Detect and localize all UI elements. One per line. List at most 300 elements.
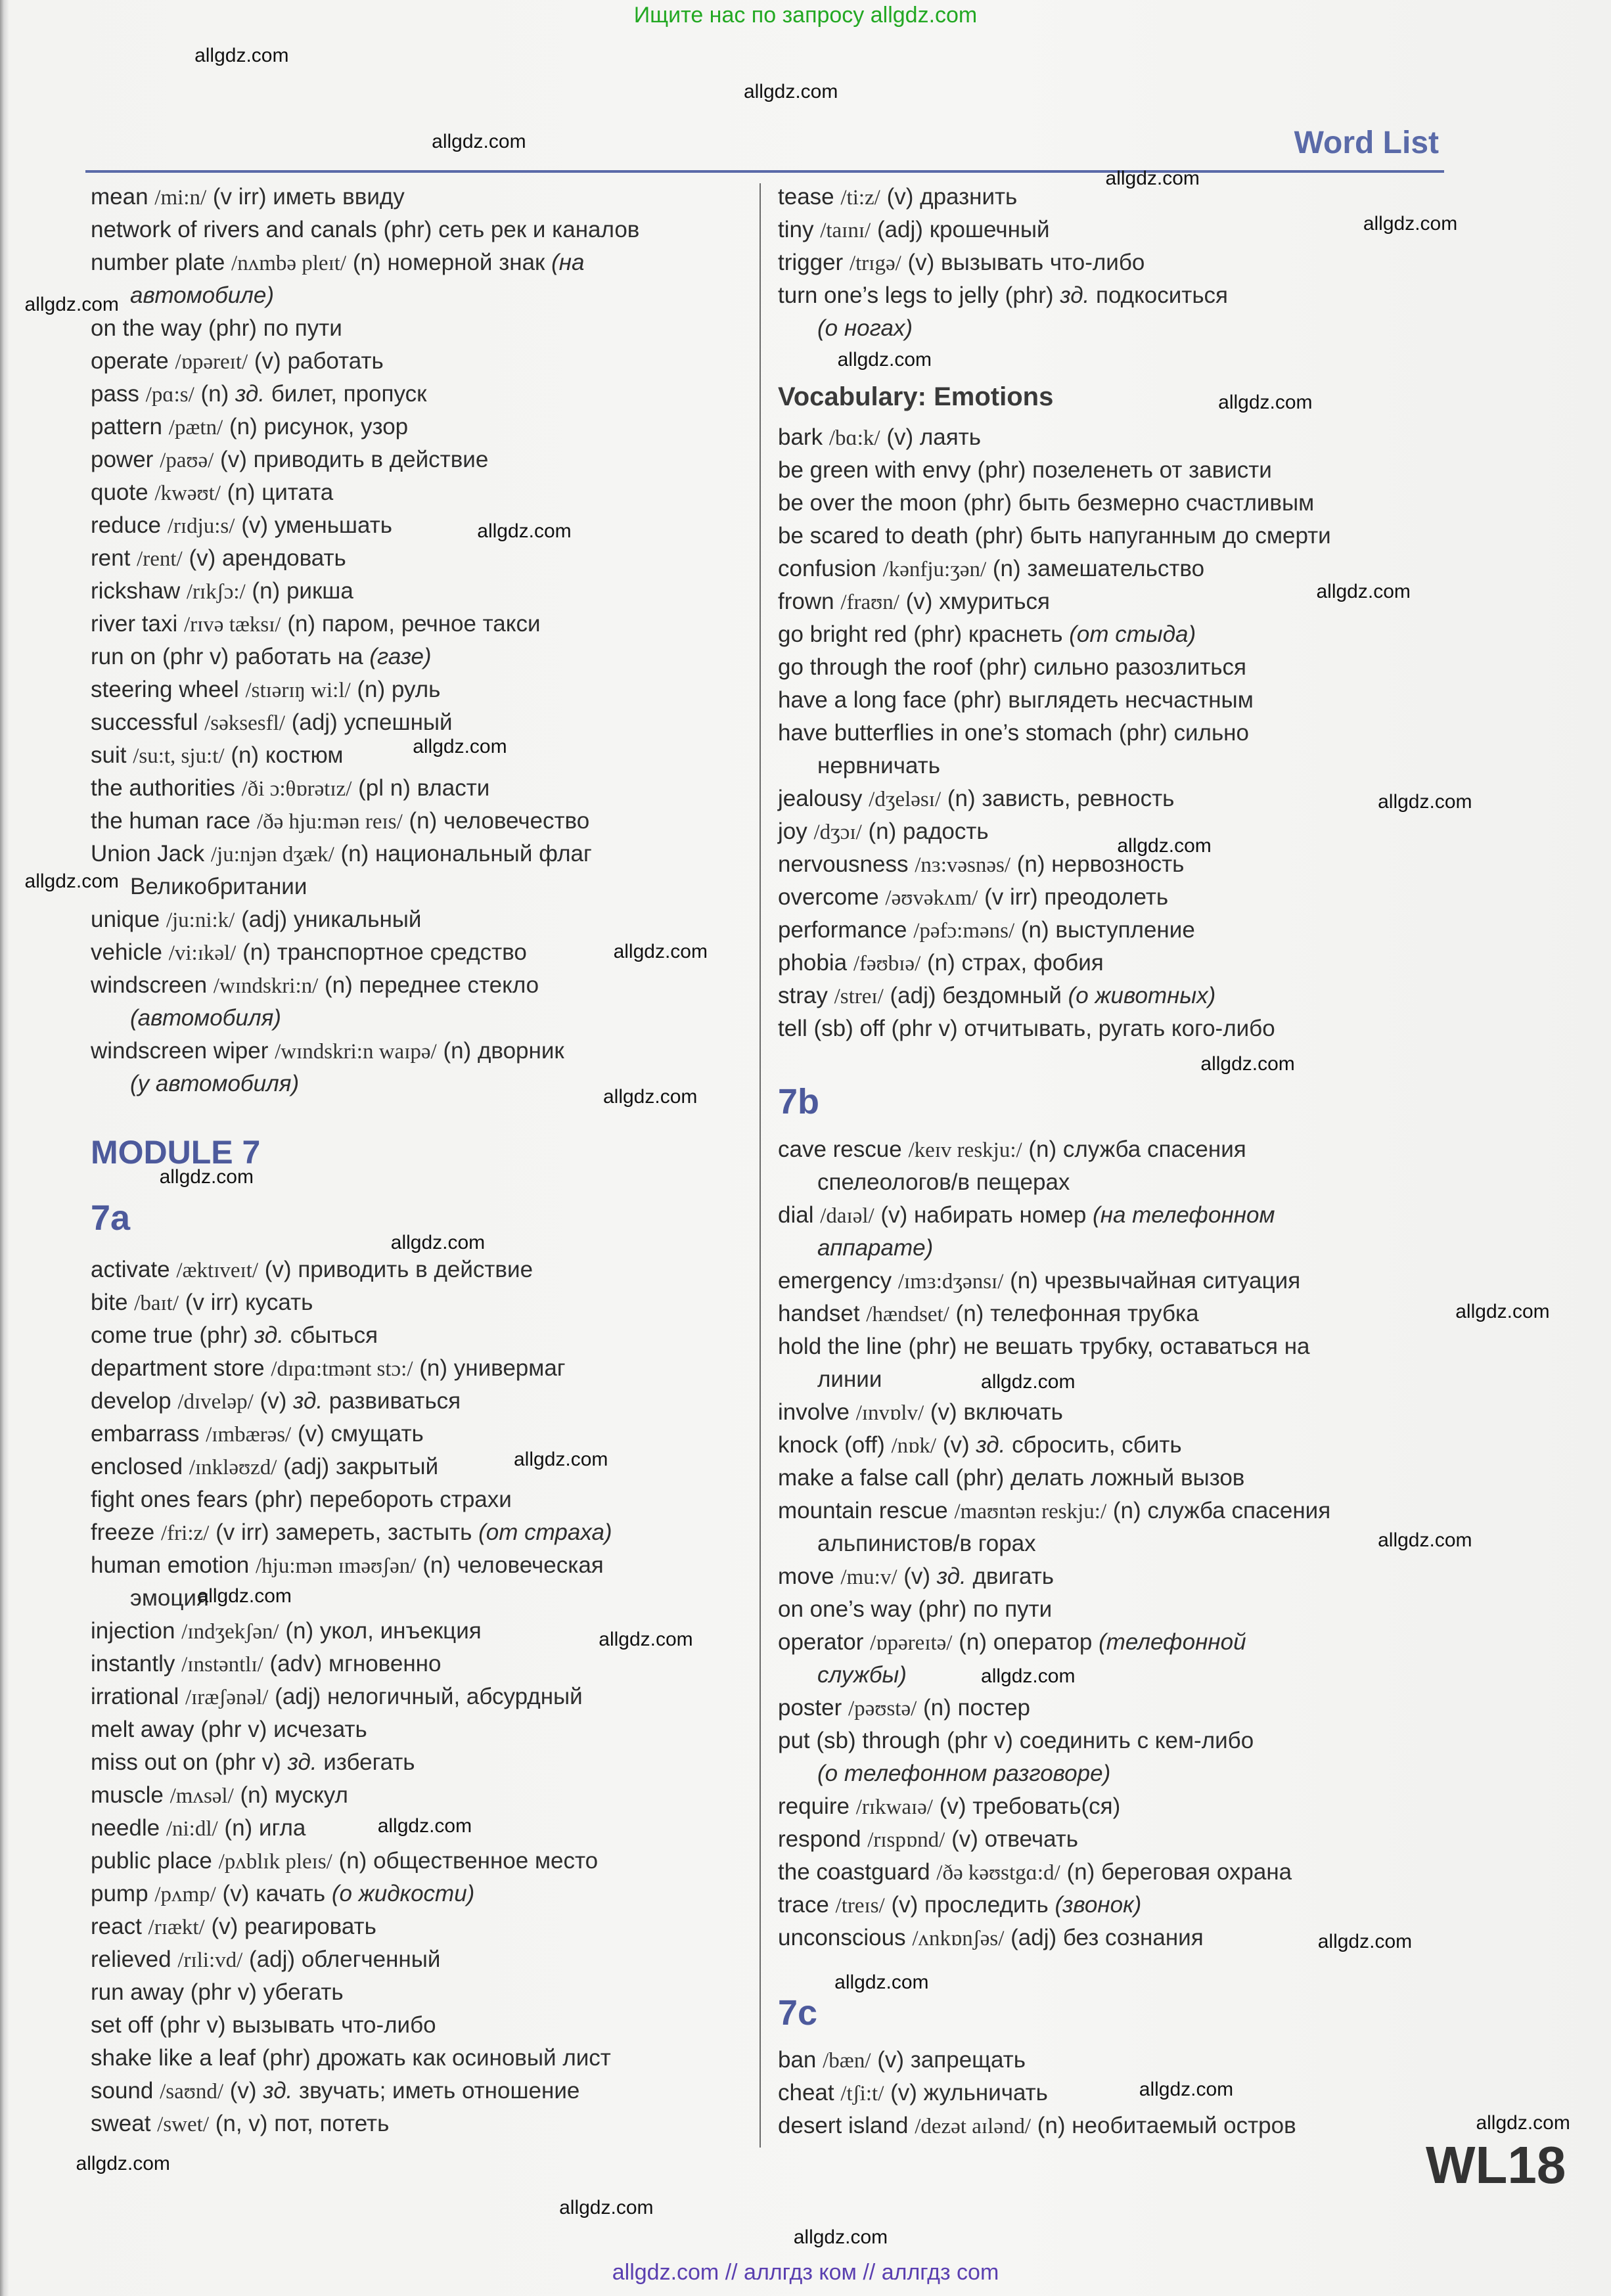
entry-translation: преодолеть — [1044, 884, 1169, 910]
entry-word: freeze — [91, 1519, 155, 1545]
entry-translation: включать — [963, 1399, 1063, 1425]
entry-word: pump — [91, 1881, 148, 1906]
entry-part-of-speech: (phr v) — [891, 1016, 958, 1041]
entry-translation: не вешать трубку, оставаться на — [963, 1334, 1310, 1359]
entry-part-of-speech: (phr) — [974, 523, 1024, 549]
page-number: WL18 — [1426, 2136, 1566, 2194]
entry-word: tease — [778, 184, 834, 210]
watermark: allgdz.com — [599, 1629, 693, 1651]
entry-part-of-speech: (v) — [880, 1202, 908, 1228]
entry-part-of-speech: (adj) — [291, 709, 338, 735]
watermark: allgdz.com — [159, 1166, 254, 1188]
entry-note: (о жидкости) — [331, 1881, 475, 1906]
entry-word: the coastguard — [778, 1859, 930, 1885]
entry-translation: цитата — [261, 480, 334, 505]
entry-context-note: зд. — [293, 1388, 323, 1414]
word-entry — [778, 1396, 1455, 1429]
entry-word: hold the line — [778, 1334, 902, 1359]
entry-part-of-speech: (n) — [1066, 1859, 1095, 1885]
entry-word: enclosed — [91, 1454, 183, 1479]
word-entry — [91, 345, 754, 378]
entry-line — [91, 312, 754, 345]
entry-continuation-line — [778, 1757, 1455, 1790]
word-entry — [91, 1648, 754, 1680]
entry-line — [778, 520, 1455, 552]
entry-word: on the way — [91, 315, 202, 341]
entry-transcription: /dɪpɑ:tmənt stɔ:/ — [271, 1357, 413, 1381]
watermark: allgdz.com — [477, 520, 572, 543]
watermark: allgdz.com — [1455, 1301, 1550, 1323]
entry-transcription: /rɪkʃɔ:/ — [186, 580, 246, 604]
entry-transcription: /əʊvəkʌm/ — [885, 886, 978, 910]
entry-part-of-speech: (phr) — [978, 654, 1028, 680]
entry-list — [778, 1133, 1455, 1954]
entry-translation: соединить с кем-либо — [1019, 1728, 1254, 1753]
word-entry — [91, 1549, 754, 1615]
entry-transcription: /ɪnvɒlv/ — [855, 1401, 924, 1425]
entry-translation-cont: нервничать — [817, 753, 940, 778]
unit-heading: 7b — [778, 1082, 820, 1121]
word-entry — [91, 1451, 754, 1483]
entry-word: pattern — [91, 414, 162, 439]
entry-part-of-speech: (phr) — [1118, 720, 1168, 746]
entry-part-of-speech: (v irr) — [212, 184, 267, 210]
entry-transcription: /hændset/ — [866, 1303, 949, 1326]
entry-word: tiny — [778, 217, 814, 242]
word-entry — [778, 1889, 1455, 1922]
word-entry — [91, 838, 754, 903]
entry-translation: проследить — [924, 1892, 1049, 1918]
word-entry — [91, 608, 754, 641]
word-entry — [778, 1265, 1455, 1297]
entry-translation: рисунок, узор — [263, 414, 409, 439]
entry-part-of-speech: (n) — [287, 611, 316, 637]
word-entry — [778, 815, 1455, 848]
entry-word: sound — [91, 2078, 154, 2104]
entry-word: performance — [778, 917, 907, 943]
entry-line — [91, 542, 754, 575]
entry-translation: сбросить, сбить — [1012, 1432, 1182, 1458]
entry-word: desert island — [778, 2113, 909, 2138]
entry-transcription: /dezət aɪlənd/ — [915, 2115, 1032, 2138]
entry-part-of-speech: (phr) — [953, 687, 1002, 713]
entry-word: on one’s way — [778, 1596, 912, 1622]
entry-part-of-speech: (adj) — [1010, 1925, 1057, 1950]
entry-word: jealousy — [778, 786, 863, 811]
entry-translation: мгновенно — [329, 1651, 442, 1677]
entry-translation: работать на — [235, 644, 363, 669]
entry-line — [91, 1549, 754, 1582]
entry-translation: руль — [391, 677, 441, 702]
entry-transcription: /ɒpəreɪt/ — [175, 350, 248, 374]
entry-translation: постер — [957, 1695, 1031, 1721]
entry-continuation-line — [91, 1002, 754, 1035]
word-entry — [91, 1385, 754, 1418]
entry-word: handset — [778, 1301, 860, 1326]
entry-part-of-speech: (n) — [1037, 2113, 1066, 2138]
entry-word: put (sb) through — [778, 1728, 941, 1753]
entry-line — [778, 1462, 1455, 1495]
entry-word: steering wheel — [91, 677, 239, 702]
entry-translation: нервозность — [1051, 851, 1185, 877]
entry-part-of-speech: (v) — [211, 1914, 238, 1939]
entry-note: (звонок) — [1055, 1892, 1142, 1918]
entry-translation: двигать — [972, 1564, 1055, 1589]
entry-context-note: зд. — [287, 1749, 317, 1775]
entry-part-of-speech: (n) — [227, 480, 256, 505]
entry-translation: замереть, застыть — [275, 1519, 472, 1545]
entry-translation: работать — [287, 348, 384, 374]
entry-line — [91, 1483, 754, 1516]
entry-translation: сбыться — [290, 1322, 378, 1348]
word-entry — [778, 2044, 1455, 2077]
watermark: allgdz.com — [981, 1371, 1076, 1393]
entry-line — [91, 2075, 754, 2107]
word-entry — [91, 1286, 754, 1319]
entry-transcription: /dɪveləp/ — [177, 1390, 254, 1414]
entry-translation: телефонная трубка — [990, 1301, 1199, 1326]
entry-line — [91, 903, 754, 936]
entry-part-of-speech: (n) — [229, 414, 258, 439]
entry-word: successful — [91, 709, 198, 735]
entry-transcription: /daɪəl/ — [820, 1204, 874, 1228]
entry-transcription: /ti:z/ — [840, 186, 880, 210]
entry-line — [778, 1330, 1455, 1363]
entry-transcription: /wɪndskri:n waɪpə/ — [275, 1040, 437, 1064]
entry-line — [778, 1593, 1455, 1626]
entry-transcription: /pəʊstə/ — [848, 1697, 917, 1721]
entry-word: involve — [778, 1399, 850, 1425]
watermark: allgdz.com — [24, 870, 119, 892]
entry-translation: береговая охрана — [1100, 1859, 1292, 1885]
word-entry — [91, 706, 754, 739]
entry-transcription: /kwəʊt/ — [154, 482, 221, 505]
entry-context-note: зд. — [936, 1564, 966, 1589]
entry-note-cont: автомобиле) — [130, 282, 275, 308]
word-entry — [91, 805, 754, 838]
entry-transcription: /rɪli:vd/ — [177, 1948, 243, 1972]
entry-translation: общественное место — [373, 1848, 599, 1874]
entry-part-of-speech: (n) — [443, 1038, 472, 1064]
entry-transcription: /treɪs/ — [835, 1894, 885, 1918]
entry-transcription: /pʌblɪk pleɪs/ — [218, 1850, 332, 1874]
entry-translation: радость — [903, 819, 989, 844]
entry-word: develop — [91, 1388, 171, 1414]
entry-transcription: /wɪndskri:n/ — [213, 974, 319, 998]
entry-note: (газе) — [369, 644, 432, 669]
word-entry — [91, 2042, 754, 2075]
entry-line — [778, 1429, 1455, 1462]
word-entry — [91, 2009, 754, 2042]
word-entry — [91, 1516, 754, 1549]
entry-part-of-speech: (n) — [200, 381, 229, 407]
entry-transcription: /rɪkwaɪə/ — [855, 1795, 933, 1819]
entry-translation: быть безмерно счастливым — [1018, 490, 1315, 516]
entry-word: overcome — [778, 884, 879, 910]
entry-word: vehicle — [91, 939, 162, 965]
entry-continuation-line — [778, 1659, 1455, 1692]
entry-line — [91, 1319, 754, 1352]
entry-word: trigger — [778, 250, 844, 275]
entry-translation: уменьшать — [274, 512, 392, 538]
watermark: allgdz.com — [1378, 791, 1472, 813]
entry-translation: по пути — [973, 1596, 1053, 1622]
entry-translation-cont: эмоция — [130, 1585, 209, 1611]
entry-transcription: /nɒk/ — [891, 1434, 937, 1458]
word-entry — [778, 979, 1455, 1012]
watermark: allgdz.com — [743, 81, 838, 103]
word-entry — [91, 476, 754, 509]
entry-word: suit — [91, 742, 127, 768]
entry-translation: оператор — [993, 1629, 1093, 1655]
entry-word: bite — [91, 1290, 128, 1315]
entry-word: dial — [778, 1202, 814, 1228]
entry-word: require — [778, 1793, 850, 1819]
word-entry — [91, 969, 754, 1035]
entry-line — [778, 1133, 1455, 1166]
entry-word: mean — [91, 184, 148, 210]
entry-part-of-speech: (v) — [905, 589, 933, 614]
entry-line — [778, 1889, 1455, 1922]
word-entry — [91, 575, 754, 608]
entry-translation: человеческая — [457, 1552, 604, 1578]
entry-part-of-speech: (v irr) — [984, 884, 1038, 910]
entry-transcription: /mʌsəl/ — [170, 1784, 234, 1808]
entry-line — [91, 772, 754, 805]
entry-line — [91, 1976, 754, 2009]
entry-translation: развиваться — [329, 1388, 461, 1414]
entry-word: operate — [91, 348, 169, 374]
entry-word: activate — [91, 1257, 170, 1282]
entry-transcription: /taɪnɪ/ — [820, 219, 871, 242]
entry-line — [778, 1724, 1455, 1757]
entry-line — [778, 213, 1458, 246]
entry-translation: перебороть страхи — [309, 1487, 512, 1512]
entry-line — [91, 2107, 754, 2140]
watermark: allgdz.com — [1139, 2078, 1234, 2100]
entry-line — [91, 641, 754, 673]
entry-translation: мускул — [275, 1782, 348, 1808]
entry-transcription: /pʌmp/ — [154, 1883, 216, 1906]
entry-note-cont: (о ногах) — [817, 315, 913, 341]
entry-part-of-speech: (v) — [942, 1432, 970, 1458]
watermark: allgdz.com — [834, 1971, 929, 1994]
watermark: allgdz.com — [837, 349, 932, 371]
entry-part-of-speech: (adj) — [249, 1947, 296, 1972]
entry-part-of-speech: (n) — [340, 841, 369, 867]
entry-word: human emotion — [91, 1552, 250, 1578]
entry-word: injection — [91, 1618, 175, 1644]
word-entry — [778, 1133, 1455, 1199]
entry-translation: рикша — [286, 578, 353, 604]
entry-transcription: /ðə kəʊstgɑ:d/ — [936, 1861, 1060, 1885]
entry-note-cont: аппарате) — [817, 1235, 934, 1261]
entry-part-of-speech: (phr v) — [162, 644, 229, 669]
entry-translation: краснеть — [968, 621, 1063, 647]
entry-transcription: /baɪt/ — [134, 1292, 179, 1315]
entry-word: network of rivers and canals — [91, 217, 377, 242]
entry-line — [91, 214, 754, 246]
word-entry — [778, 651, 1455, 684]
entry-transcription: /nʌmbə pleɪt/ — [231, 252, 347, 275]
header-rule — [85, 170, 1444, 173]
entry-word: power — [91, 447, 154, 472]
entry-transcription: /fəʊbɪə/ — [853, 952, 921, 976]
top-banner: Ищите нас по запросу allgdz.com — [633, 3, 978, 28]
section-heading: Vocabulary: Emotions — [778, 382, 1054, 411]
word-entry — [778, 947, 1455, 979]
entry-part-of-speech: (phr) — [908, 1334, 957, 1359]
bottom-banner: allgdz.com // аллгдз ком // аллгдз com — [612, 2260, 999, 2285]
entry-part-of-speech: (phr) — [254, 1487, 303, 1512]
word-entry — [778, 1012, 1455, 1045]
entry-line — [91, 1878, 754, 1910]
entry-line — [91, 1779, 754, 1812]
entry-line — [91, 378, 754, 411]
entry-part-of-speech: (v irr) — [216, 1519, 269, 1545]
entry-line — [778, 1396, 1455, 1429]
entry-line — [778, 1790, 1455, 1823]
word-entry — [778, 520, 1455, 552]
entry-line — [778, 979, 1455, 1012]
entry-translation: качать — [256, 1881, 326, 1906]
word-entry — [91, 542, 754, 575]
entry-part-of-speech: (v) — [260, 1388, 287, 1414]
watermark: allgdz.com — [1218, 391, 1313, 413]
entry-transcription: /ɪnstəntlɪ/ — [181, 1653, 263, 1677]
entry-transcription: /swet/ — [157, 2113, 209, 2136]
entry-part-of-speech: (v) — [930, 1399, 957, 1425]
entry-part-of-speech: (n) — [1016, 851, 1045, 877]
entry-translation: приводить в действие — [298, 1257, 533, 1282]
entry-line — [778, 1856, 1455, 1889]
entry-transcription: /nɜ:vəsnəs/ — [915, 853, 1011, 877]
entry-continuation-line — [91, 1582, 754, 1615]
entry-translation-cont: спелеологов/в пещерах — [817, 1169, 1070, 1195]
entry-line — [778, 1297, 1455, 1330]
entry-transcription: /mi:n/ — [154, 186, 207, 210]
entry-word: quote — [91, 480, 148, 505]
entry-transcription: /ɪnkləʊzd/ — [189, 1456, 277, 1479]
word-entry — [91, 378, 754, 411]
word-entry — [91, 1845, 754, 1878]
entry-part-of-speech: (v) — [886, 184, 914, 210]
entry-line — [778, 1012, 1455, 1045]
entry-transcription: /stɪərɪŋ wi:l/ — [245, 679, 351, 702]
entry-translation: костюм — [265, 742, 344, 768]
entry-translation: приводить в действие — [253, 447, 489, 472]
entry-translation: служба спасения — [1062, 1137, 1246, 1162]
entry-word: irrational — [91, 1684, 179, 1709]
entry-line — [778, 246, 1455, 279]
watermark: allgdz.com — [76, 2153, 170, 2175]
entry-translation: позеленеть от зависти — [1032, 457, 1272, 483]
entry-part-of-speech: (phr) — [977, 457, 1026, 483]
word-entry — [778, 1199, 1455, 1265]
entry-part-of-speech: (phr) — [1005, 282, 1054, 308]
watermark: allgdz.com — [432, 131, 526, 153]
entry-line — [91, 1035, 754, 1068]
entry-translation: выглядеть несчастным — [1008, 687, 1254, 713]
entry-word: be over the moon — [778, 490, 957, 516]
entry-note-cont: (о телефонном разговоре) — [817, 1761, 1111, 1786]
word-entry — [778, 618, 1455, 651]
word-entry — [91, 312, 754, 345]
entry-part-of-speech: (n) — [868, 819, 897, 844]
word-entry — [91, 181, 754, 214]
word-entry — [778, 1593, 1455, 1626]
entry-part-of-speech: (n) — [419, 1355, 448, 1381]
entry-context-note: зд. — [254, 1322, 284, 1348]
entry-word: respond — [778, 1826, 861, 1852]
word-entry — [778, 717, 1455, 782]
entry-translation: лаять — [919, 424, 981, 450]
entry-word: come true — [91, 1322, 193, 1348]
entry-transcription: /dʒeləsɪ/ — [869, 788, 942, 811]
entry-word: have a long face — [778, 687, 947, 713]
entry-part-of-speech: (v) — [264, 1257, 292, 1282]
entry-translation: вызывать что-либо — [232, 2012, 436, 2038]
entry-part-of-speech: (phr v) — [159, 2012, 226, 2038]
entry-translation: быть напуганным до смерти — [1030, 523, 1331, 549]
entry-word: rent — [91, 545, 131, 571]
entry-translation: зависть, ревность — [982, 786, 1175, 811]
entry-word: instantly — [91, 1651, 175, 1677]
word-entry — [91, 443, 754, 476]
entry-line — [91, 509, 754, 542]
entry-transcription: /fraʊn/ — [840, 591, 899, 614]
entry-part-of-speech: (v) — [189, 545, 216, 571]
entry-line — [91, 443, 754, 476]
entry-line — [778, 782, 1455, 815]
entry-part-of-speech: (v) — [254, 348, 281, 374]
entry-part-of-speech: (n) — [357, 677, 386, 702]
entry-transcription: /ɪræʃənəl/ — [185, 1686, 269, 1709]
entry-translation: служба спасения — [1147, 1498, 1331, 1523]
entry-line — [778, 684, 1455, 717]
entry-part-of-speech: (v) — [903, 1564, 931, 1589]
entry-part-of-speech: (phr) — [383, 217, 432, 242]
entry-part-of-speech: (n) — [947, 786, 976, 811]
entry-word: operator — [778, 1629, 864, 1655]
entry-transcription: /su:t, sju:t/ — [133, 744, 225, 768]
entry-transcription: /ði ɔ:θɒrətɪz/ — [241, 777, 352, 801]
entry-line — [91, 2042, 754, 2075]
word-entry — [91, 1943, 754, 1976]
entry-translation: требовать(ся) — [972, 1793, 1121, 1819]
word-entry — [91, 2107, 754, 2140]
entry-line — [778, 421, 1455, 454]
word-entry — [778, 1330, 1455, 1396]
entry-translation: по пути — [263, 315, 342, 341]
entry-part-of-speech: (v irr) — [185, 1290, 239, 1315]
entry-list — [778, 421, 1455, 1045]
entry-line — [778, 914, 1455, 947]
word-entry — [778, 1692, 1455, 1724]
entry-continuation-line — [778, 312, 1455, 345]
word-entry — [778, 1297, 1455, 1330]
word-entry — [91, 1779, 754, 1812]
entry-part-of-speech: (phr v) — [946, 1728, 1013, 1753]
watermark: allgdz.com — [793, 2226, 888, 2248]
entry-translation: игла — [258, 1815, 306, 1841]
word-entry — [778, 1495, 1455, 1560]
watermark: allgdz.com — [1316, 580, 1411, 602]
word-entry — [778, 487, 1455, 520]
watermark: allgdz.com — [559, 2197, 654, 2219]
entry-line — [778, 487, 1455, 520]
entry-translation: транспортное средство — [277, 939, 527, 965]
